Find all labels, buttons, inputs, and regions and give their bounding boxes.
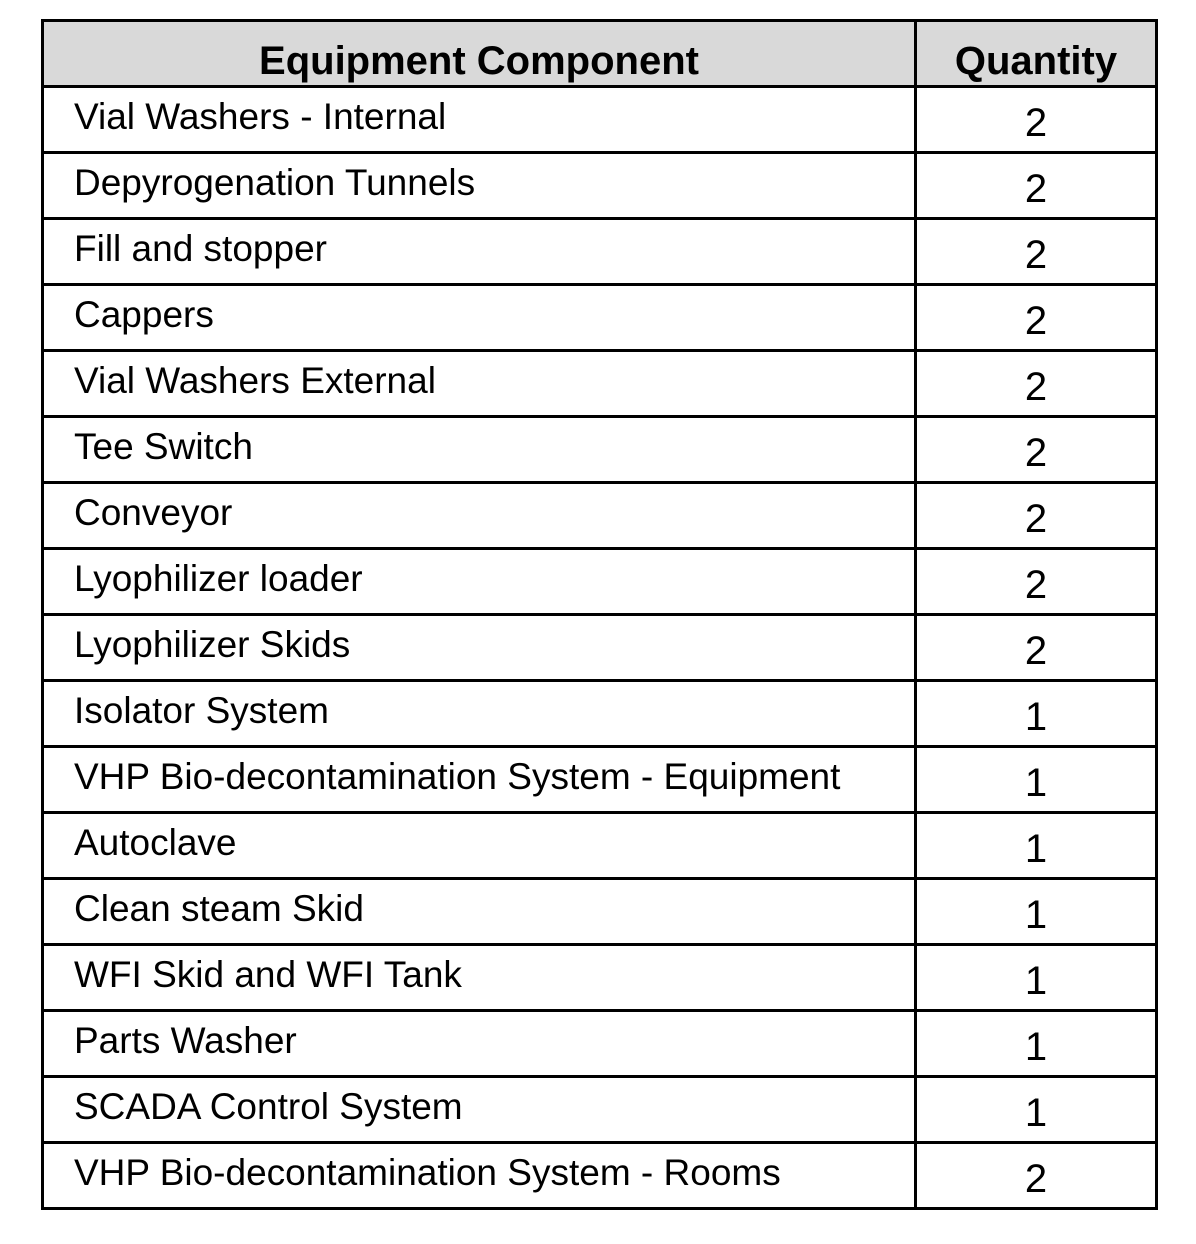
column-header-equipment-component: Equipment Component [43, 21, 916, 87]
equipment-component-cell: Vial Washers - Internal [43, 87, 916, 153]
quantity-cell: 2 [916, 87, 1157, 153]
table-body [43, 87, 1157, 1209]
quantity-cell: 2 [916, 285, 1157, 351]
quantity-cell: 2 [916, 219, 1157, 285]
equipment-component-cell: SCADA Control System [43, 1077, 916, 1143]
table-row [43, 879, 1157, 945]
quantity-cell: 2 [916, 615, 1157, 681]
table-row [43, 87, 1157, 153]
table-row [43, 153, 1157, 219]
equipment-table [41, 19, 1158, 1210]
table-row [43, 219, 1157, 285]
table-row [43, 483, 1157, 549]
equipment-component-cell: VHP Bio-decontamination System - Equipment [43, 747, 916, 813]
table-row [43, 1011, 1157, 1077]
quantity-cell: 2 [916, 1143, 1157, 1209]
table-header [43, 21, 1157, 87]
table-row [43, 681, 1157, 747]
quantity-cell: 2 [916, 351, 1157, 417]
equipment-component-cell: Lyophilizer loader [43, 549, 916, 615]
header-row [43, 21, 1157, 87]
quantity-cell: 1 [916, 813, 1157, 879]
quantity-cell: 1 [916, 747, 1157, 813]
table-row [43, 549, 1157, 615]
equipment-component-cell: Autoclave [43, 813, 916, 879]
quantity-cell: 1 [916, 681, 1157, 747]
equipment-component-cell: Tee Switch [43, 417, 916, 483]
table-row [43, 1143, 1157, 1209]
equipment-component-cell: Conveyor [43, 483, 916, 549]
quantity-cell: 1 [916, 945, 1157, 1011]
equipment-component-cell: Parts Washer [43, 1011, 916, 1077]
quantity-cell: 2 [916, 417, 1157, 483]
quantity-cell: 2 [916, 483, 1157, 549]
table-row [43, 285, 1157, 351]
table-row [43, 945, 1157, 1011]
table-row [43, 1077, 1157, 1143]
equipment-component-cell: Lyophilizer Skids [43, 615, 916, 681]
quantity-cell: 1 [916, 879, 1157, 945]
quantity-cell: 1 [916, 1011, 1157, 1077]
table-row [43, 417, 1157, 483]
equipment-component-cell: Fill and stopper [43, 219, 916, 285]
equipment-component-cell: Vial Washers External [43, 351, 916, 417]
equipment-component-cell: Isolator System [43, 681, 916, 747]
table-row [43, 813, 1157, 879]
quantity-cell: 1 [916, 1077, 1157, 1143]
equipment-component-cell: Clean steam Skid [43, 879, 916, 945]
equipment-component-cell: Cappers [43, 285, 916, 351]
equipment-component-cell: Depyrogenation Tunnels [43, 153, 916, 219]
table-row [43, 747, 1157, 813]
table-row [43, 351, 1157, 417]
equipment-component-cell: WFI Skid and WFI Tank [43, 945, 916, 1011]
column-header-quantity: Quantity [916, 21, 1157, 87]
table-row [43, 615, 1157, 681]
equipment-component-cell: VHP Bio-decontamination System - Rooms [43, 1143, 916, 1209]
quantity-cell: 2 [916, 549, 1157, 615]
quantity-cell: 2 [916, 153, 1157, 219]
